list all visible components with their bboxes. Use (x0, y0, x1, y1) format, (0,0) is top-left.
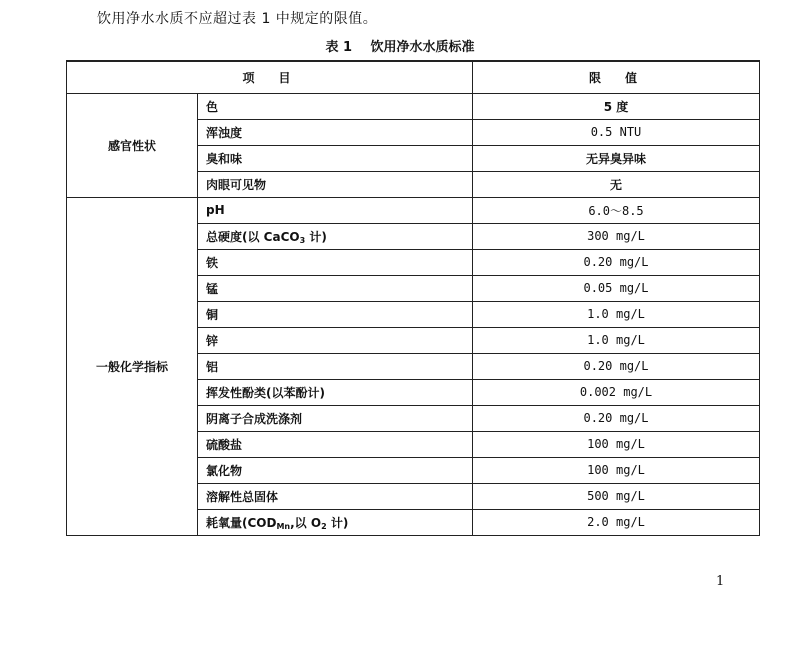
table-header-row (67, 61, 760, 93)
item-cell (198, 275, 473, 301)
item-cell (198, 405, 473, 431)
item-text: 锌 (206, 333, 219, 348)
water-quality-table (66, 60, 760, 536)
header-limit: 限 值 (473, 61, 760, 93)
limit-cell: 5 度 (473, 93, 760, 119)
category-cell: 感官性状 (67, 93, 198, 197)
item-subscript: 2 (321, 521, 327, 531)
limit-cell: 300 mg/L (473, 223, 760, 249)
limit-cell: 500 mg/L (473, 483, 760, 509)
item-cell (198, 457, 473, 483)
item-cell (198, 353, 473, 379)
limit-cell: 无异臭异味 (473, 145, 760, 171)
item-cell (198, 249, 473, 275)
limit-cell: 100 mg/L (473, 457, 760, 483)
item-text: 阴离子合成洗涤剂 (206, 411, 303, 426)
limit-cell: 0.20 mg/L (473, 353, 760, 379)
limit-cell: 0.002 mg/L (473, 379, 760, 405)
limit-cell: 2.0 mg/L (473, 509, 760, 535)
item-text: 铁 (206, 255, 219, 270)
limit-cell: 100 mg/L (473, 431, 760, 457)
table-title: 饮用净水水质标准 (370, 40, 475, 55)
item-subscript: 3 (299, 235, 306, 245)
item-cell (198, 483, 473, 509)
limit-cell: 0.5 NTU (473, 119, 760, 145)
table-body (67, 93, 760, 535)
limit-cell: 1.0 mg/L (473, 327, 760, 353)
page-number: 1 (716, 574, 725, 589)
item-text: 总硬度(以 CaCO (206, 229, 300, 244)
item-text: 肉眼可见物 (206, 177, 267, 192)
item-text: pH (206, 203, 225, 217)
item-cell (198, 327, 473, 353)
item-text: 铜 (206, 307, 219, 322)
item-text: 挥发性酚类(以苯酚计) (206, 385, 325, 400)
limit-cell: 1.0 mg/L (473, 301, 760, 327)
item-cell (198, 171, 473, 197)
item-text: ,以 O (290, 515, 322, 530)
item-text: 铝 (206, 359, 219, 374)
item-text: 计) (326, 515, 349, 530)
item-cell (198, 93, 473, 119)
limit-cell: 0.05 mg/L (473, 275, 760, 301)
table-row (67, 93, 760, 119)
item-cell (198, 119, 473, 145)
limit-cell: 6.0～8.5 (473, 197, 760, 223)
item-text: 耗氧量(COD (206, 515, 277, 530)
item-text: 溶解性总固体 (206, 489, 279, 504)
category-cell: 一般化学指标 (67, 197, 198, 535)
limit-cell: 无 (473, 171, 760, 197)
table-caption (0, 36, 800, 55)
intro-text: 饮用净水水质不应超过表 1 中规定的限值。 (97, 11, 378, 27)
table-number: 表 1 (325, 40, 353, 55)
item-text: 臭和味 (206, 151, 243, 166)
limit-cell: 0.20 mg/L (473, 249, 760, 275)
item-cell (198, 379, 473, 405)
item-cell (198, 431, 473, 457)
item-text: 计) (305, 229, 327, 244)
item-subscript: Mn (276, 521, 291, 531)
table-row (67, 197, 760, 223)
item-text: 氯化物 (206, 463, 243, 478)
item-text: 浑浊度 (206, 125, 243, 140)
item-cell (198, 145, 473, 171)
item-cell (198, 301, 473, 327)
item-cell (198, 509, 473, 535)
item-text: 色 (206, 99, 219, 114)
limit-cell: 0.20 mg/L (473, 405, 760, 431)
header-item: 项 目 (67, 61, 473, 93)
item-text: 锰 (206, 281, 219, 296)
item-cell (198, 197, 473, 223)
item-cell (198, 223, 473, 249)
item-text: 硫酸盐 (206, 437, 243, 452)
